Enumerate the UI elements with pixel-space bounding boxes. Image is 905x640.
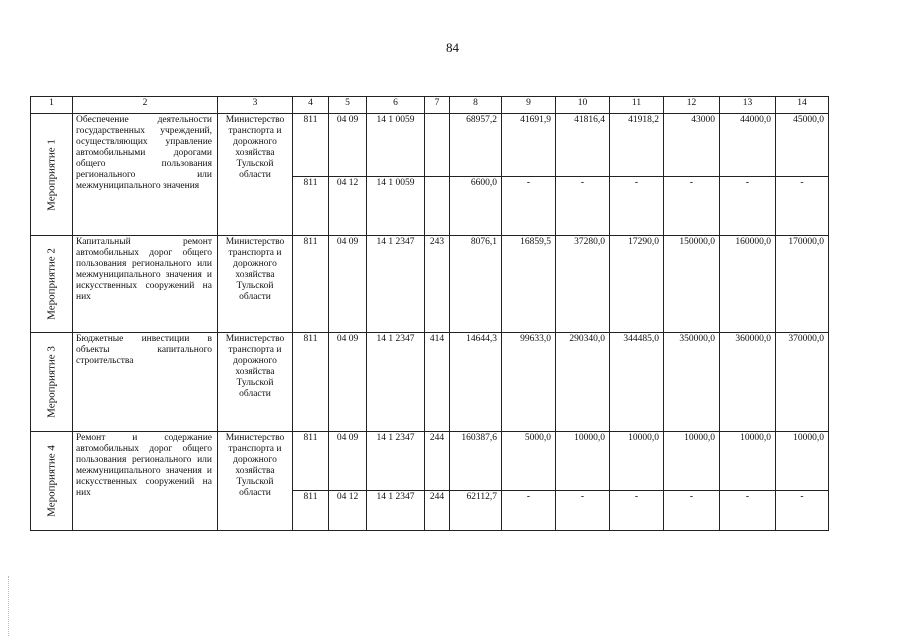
event-organization: Министерство транспорта и дорожного хозяйства Тульской области — [218, 114, 293, 236]
table-cell: 14 1 2347 — [367, 432, 425, 491]
table-cell: 243 — [425, 236, 450, 333]
table-cell: 10000,0 — [776, 432, 829, 491]
table-cell: 811 — [293, 114, 329, 177]
event-label-cell — [31, 114, 73, 236]
table-cell: 41691,9 — [502, 114, 556, 177]
event-label-cell — [31, 236, 73, 333]
table-cell: 04 09 — [329, 432, 367, 491]
table-cell: 360000,0 — [720, 333, 776, 432]
table-cell: - — [556, 491, 610, 531]
table-cell: 16859,5 — [502, 236, 556, 333]
table-cell: 414 — [425, 333, 450, 432]
table-cell — [425, 177, 450, 236]
table-cell — [425, 114, 450, 177]
table-cell: 04 09 — [329, 236, 367, 333]
table-cell: 41816,4 — [556, 114, 610, 177]
scan-artifact — [8, 576, 12, 636]
table-cell: 14 1 2347 — [367, 236, 425, 333]
header-cell: 10 — [556, 97, 610, 114]
table-cell: 6600,0 — [450, 177, 502, 236]
page-number: 84 — [446, 40, 459, 55]
table-cell: 43000 — [664, 114, 720, 177]
table-cell: - — [502, 177, 556, 236]
event-organization: Министерство транспорта и дорожного хозяйства Тульской области — [218, 432, 293, 531]
header-cell: 12 — [664, 97, 720, 114]
table-cell: 10000,0 — [556, 432, 610, 491]
event-organization: Министерство транспорта и дорожного хозяйства Тульской области — [218, 236, 293, 333]
table-cell: 68957,2 — [450, 114, 502, 177]
event-label-cell — [31, 333, 73, 432]
header-cell: 9 — [502, 97, 556, 114]
table-cell: - — [776, 491, 829, 531]
table-row — [31, 432, 829, 491]
table-cell: 170000,0 — [776, 236, 829, 333]
event-label: Мероприятие 4 — [45, 445, 57, 517]
table-cell: - — [664, 177, 720, 236]
table-cell: 10000,0 — [720, 432, 776, 491]
table-cell: 14 1 0059 — [367, 114, 425, 177]
table-cell: - — [720, 177, 776, 236]
event-organization: Министерство транспорта и дорожного хозяйства Тульской области — [218, 333, 293, 432]
table-cell: 244 — [425, 432, 450, 491]
table-cell: 04 09 — [329, 333, 367, 432]
table-cell: 811 — [293, 177, 329, 236]
table-cell: 160387,6 — [450, 432, 502, 491]
table-cell: 811 — [293, 333, 329, 432]
header-cell: 5 — [329, 97, 367, 114]
header-cell: 1 — [31, 97, 73, 114]
table-cell: - — [664, 491, 720, 531]
table-cell: 04 12 — [329, 177, 367, 236]
table-cell: 811 — [293, 236, 329, 333]
table-cell: 04 09 — [329, 114, 367, 177]
event-label: Мероприятие 3 — [45, 346, 57, 418]
table-cell: 5000,0 — [502, 432, 556, 491]
table-cell: 62112,7 — [450, 491, 502, 531]
table-cell: 10000,0 — [610, 432, 664, 491]
table-cell: 37280,0 — [556, 236, 610, 333]
table-cell: 10000,0 — [664, 432, 720, 491]
event-description: Обеспечение деятельности государственных учреждений, осуществляющих управление автомобильными дорогами общего пользования регионального или межмуниципального значения — [73, 114, 218, 236]
header-cell: 6 — [367, 97, 425, 114]
table-cell: 14644,3 — [450, 333, 502, 432]
program-events-table — [30, 96, 829, 531]
table-cell: 160000,0 — [720, 236, 776, 333]
table-cell: 99633,0 — [502, 333, 556, 432]
table-cell: 290340,0 — [556, 333, 610, 432]
table-cell: 45000,0 — [776, 114, 829, 177]
table-cell: 8076,1 — [450, 236, 502, 333]
table-cell: 150000,0 — [664, 236, 720, 333]
header-cell: 4 — [293, 97, 329, 114]
table-cell: 350000,0 — [664, 333, 720, 432]
table-row — [31, 236, 829, 333]
header-cell: 8 — [450, 97, 502, 114]
header-cell: 2 — [73, 97, 218, 114]
table-cell: 811 — [293, 491, 329, 531]
table-cell: 370000,0 — [776, 333, 829, 432]
table-cell: 04 12 — [329, 491, 367, 531]
event-label-cell — [31, 432, 73, 531]
event-description: Ремонт и содержание автомобильных дорог общего пользования регионального или межмуниципального значения и искусственных сооружений на них — [73, 432, 218, 531]
header-cell: 13 — [720, 97, 776, 114]
table-cell: 17290,0 — [610, 236, 664, 333]
table-cell: 14 1 2347 — [367, 333, 425, 432]
table-cell: 14 1 0059 — [367, 177, 425, 236]
header-row — [31, 97, 829, 114]
table-cell: - — [610, 491, 664, 531]
header-cell: 14 — [776, 97, 829, 114]
table-cell: 14 1 2347 — [367, 491, 425, 531]
table-cell: 811 — [293, 432, 329, 491]
event-label: Мероприятие 1 — [45, 138, 57, 211]
table-cell: - — [502, 491, 556, 531]
table-cell: 44000,0 — [720, 114, 776, 177]
table-row — [31, 114, 829, 177]
header-cell: 7 — [425, 97, 450, 114]
table-row — [31, 333, 829, 432]
table-cell: - — [610, 177, 664, 236]
table-cell: 41918,2 — [610, 114, 664, 177]
header-cell: 11 — [610, 97, 664, 114]
table-cell: 244 — [425, 491, 450, 531]
table-cell: 344485,0 — [610, 333, 664, 432]
table-cell: - — [720, 491, 776, 531]
event-label: Мероприятие 2 — [45, 248, 57, 320]
event-description: Бюджетные инвестиции в объекты капитального строительства — [73, 333, 218, 432]
event-description: Капитальный ремонт автомобильных дорог общего пользования регионального или межмуниципального значения и искусственных сооружений на них — [73, 236, 218, 333]
table-cell: - — [776, 177, 829, 236]
header-cell: 3 — [218, 97, 293, 114]
table-cell: - — [556, 177, 610, 236]
